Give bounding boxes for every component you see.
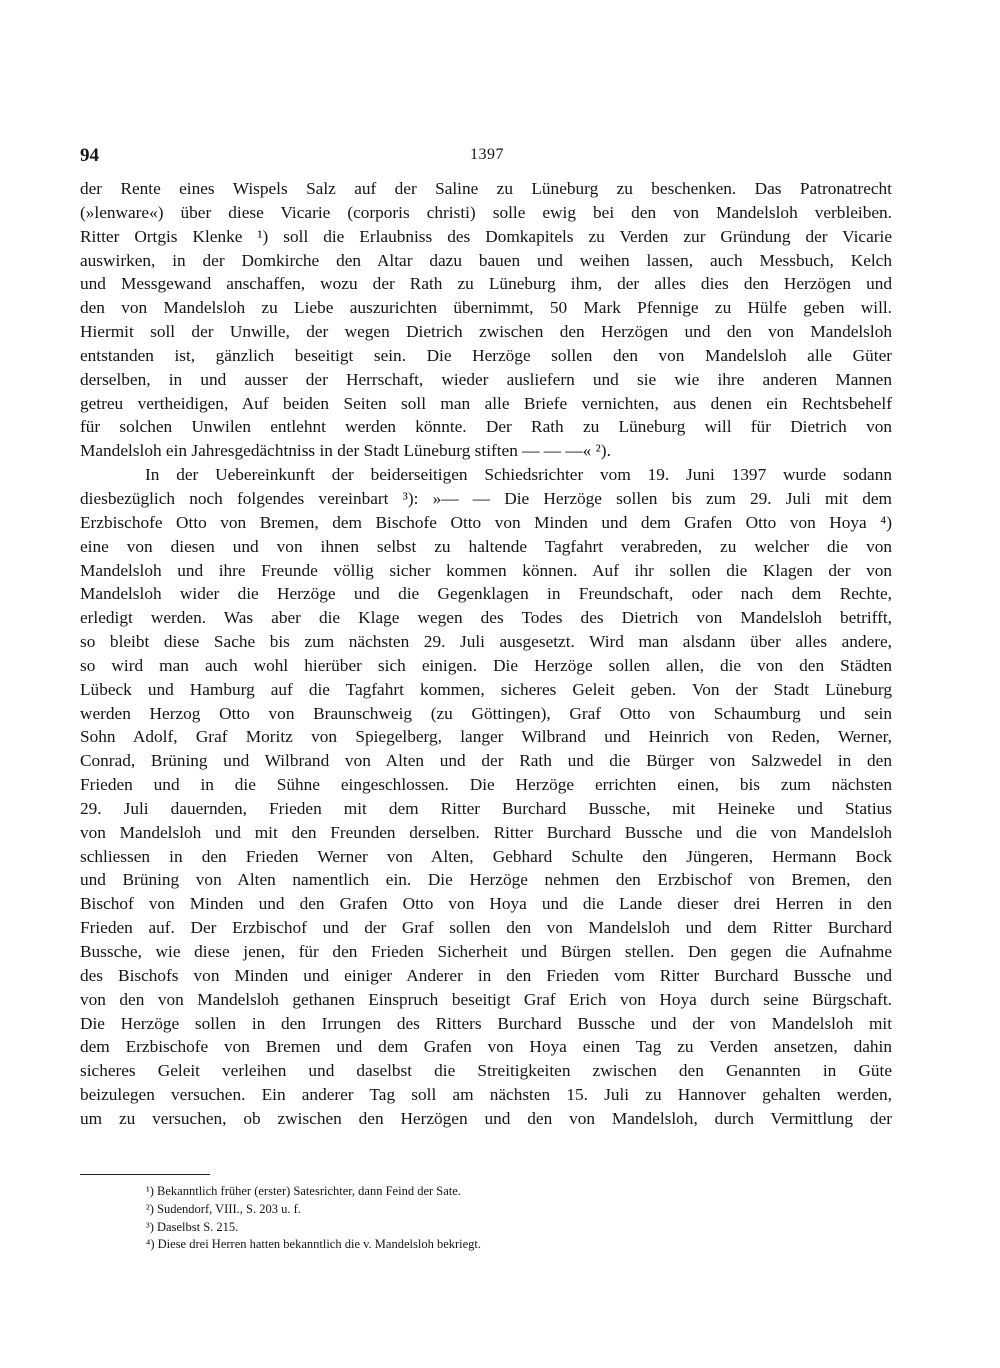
text-line: und Messgewand anschaffen, wozu der Rath zu Lüneburg ihm, der alles dies den Herzögen und xyxy=(80,274,892,294)
text-line: Mandelsloh und ihre Freunde völlig sicher kommen können. Auf ihr sollen die Klagen der von xyxy=(80,560,892,580)
text-line: des Bischofs von Minden und einiger Anderer in den Frieden vom Ritter Burchard Bussche und xyxy=(80,965,892,985)
text-line: dem Erzbischofe von Bremen und dem Grafen von Hoya einen Tag zu Verden ansetzen, dahin xyxy=(80,1037,892,1057)
text-line: diesbezüglich noch folgendes vereinbart ³): »— — Die Herzöge sollen bis zum 29. Juli mit dem xyxy=(80,488,892,508)
text-line: werden Herzog Otto von Braunschweig (zu Göttingen), Graf Otto von Schaumburg und sein xyxy=(80,703,892,723)
text-line: Bussche, wie diese jenen, für den Frieden Sicherheit und Bürgen stellen. Den gegen die Aufnahme xyxy=(80,942,892,961)
text-line: Mandelsloh ein Jahresgedächtniss in der Stadt Lüneburg stiften — — —« ²). xyxy=(80,441,611,461)
text-line: von Mandelsloh und mit den Freunden derselben. Ritter Burchard Bussche und die von Mandelsloh xyxy=(80,822,892,842)
footnote-2: ²) Sudendorf, VIII., S. 203 u. f. xyxy=(146,1201,301,1216)
text-line: In der Uebereinkunft der beiderseitigen Schiedsrichter vom 19. Juni 1397 wurde sodann xyxy=(145,465,892,485)
text-line: schliessen in den Frieden Werner von Alten, Gebhard Schulte den Jüngeren, Hermann Bock xyxy=(80,846,892,866)
text-line: entstanden ist, gänzlich beseitigt sein. Die Herzöge sollen den von Mandelsloh alle Güter xyxy=(80,345,892,365)
footnote-1: ¹) Bekanntlich früher (erster) Satesrichter, dann Feind der Sate. xyxy=(146,1184,461,1198)
text-line: Hiermit soll der Unwille, der wegen Dietrich zwischen den Herzögen und den von Mandelsloh xyxy=(80,322,892,342)
text-line: (»lenware«) über diese Vicarie (corporis christi) solle ewig bei den von Mandelsloh verbleiben. xyxy=(80,202,892,222)
footnote-separator xyxy=(80,1174,210,1175)
text-line: Erzbischofe Otto von Bremen, dem Bischofe Otto von Minden und dem Grafen Otto von Hoya ⁴) xyxy=(80,512,892,532)
text-line: so wird man auch wohl hierüber sich einigen. Die Herzöge sollen allen, die von den Städten xyxy=(80,655,892,675)
text-line: erledigt werden. Was aber die Klage wegen des Todes des Dietrich von Mandelsloh betrifft, xyxy=(80,608,892,628)
running-header-year: 1397 xyxy=(470,146,504,163)
text-line: Die Herzöge sollen in den Irrungen des Ritters Burchard Bussche und der von Mandelsloh mit xyxy=(80,1013,892,1033)
text-line: den von Mandelsloh zu Liebe auszurichten übernimmt, 50 Mark Pfennige zu Hülfe geben will. xyxy=(80,298,892,318)
page-number: 94 xyxy=(80,145,99,166)
text-line: Frieden und in die Sühne eingeschlossen. Die Herzöge errichten einen, bis zum nächsten xyxy=(80,775,892,795)
text-line: Mandelsloh wider die Herzöge und die Gegenklagen in Freundschaft, oder nach dem Rechte, xyxy=(80,584,892,604)
text-line: Sohn Adolf, Graf Moritz von Spiegelberg, langer Wilbrand und Heinrich von Reden, Werner, xyxy=(80,727,892,747)
text-line: beizulegen versuchen. Ein anderer Tag soll am nächsten 15. Juli zu Hannover gehalten werden, xyxy=(80,1085,892,1105)
footnote-4: ⁴) Diese drei Herren hatten bekanntlich die v. Mandelsloh bekriegt. xyxy=(146,1237,482,1252)
footnote-3: ³) Daselbst S. 215. xyxy=(146,1219,239,1234)
text-line: 29. Juli dauernden, Frieden mit dem Ritter Burchard Bussche, mit Heineke und Statius xyxy=(80,798,892,818)
text-line: sicheres Geleit verleihen und daselbst die Streitigkeiten zwischen den Genannten in Güte xyxy=(80,1061,892,1081)
text-line: für solchen Unwilen entlehnt werden könnte. Der Rath zu Lüneburg will für Dietrich von xyxy=(80,417,892,437)
text-line: so bleibt diese Sache bis zum nächsten 29. Juli ausgesetzt. Wird man alsdann über alles andere, xyxy=(80,632,892,652)
text-line: auswirken, in der Domkirche den Altar dazu bauen und weihen lassen, auch Messbuch, Kelch xyxy=(80,250,892,270)
body-text xyxy=(80,177,892,1131)
text-line: derselben, in und ausser der Herrschaft, wieder ausliefern und sie wie ihre anderen Mannen xyxy=(80,369,892,389)
text-line: Frieden auf. Der Erzbischof und der Graf sollen den von Mandelsloh und dem Ritter Burchard xyxy=(80,918,892,938)
text-line: Conrad, Brüning und Wilbrand von Alten und der Rath und die Bürger von Salzwedel in den xyxy=(80,751,892,771)
text-line: der Rente eines Wispels Salz auf der Saline zu Lüneburg zu beschenken. Das Patronatrecht xyxy=(80,179,892,198)
text-line: und Brüning von Alten namentlich ein. Die Herzöge nehmen den Erzbischof von Bremen, den xyxy=(80,870,892,890)
text-line: um zu versuchen, ob zwischen den Herzögen und den von Mandelsloh, durch Vermittlung der xyxy=(80,1108,892,1128)
text-line: Lübeck und Hamburg auf die Tagfahrt kommen, sicheres Geleit geben. Von der Stadt Lüneburg xyxy=(80,679,892,699)
footnotes xyxy=(146,1183,746,1254)
text-line: eine von diesen und von ihnen selbst zu haltende Tagfahrt verabreden, zu welcher die von xyxy=(80,536,892,556)
text-line: Bischof von Minden und den Grafen Otto von Hoya und die Lande dieser drei Herren in den xyxy=(80,894,892,914)
text-line: von den von Mandelsloh gethanen Einspruch beseitigt Graf Erich von Hoya durch seine Bürgschaft. xyxy=(80,989,892,1009)
text-line: Ritter Ortgis Klenke ¹) soll die Erlaubniss des Domkapitels zu Verden zur Gründung der Vicarie xyxy=(80,226,892,246)
text-line: getreu vertheidigen, Auf beiden Seiten soll man alle Briefe vernichten, aus denen ein Rechtsbehelf xyxy=(80,393,892,413)
